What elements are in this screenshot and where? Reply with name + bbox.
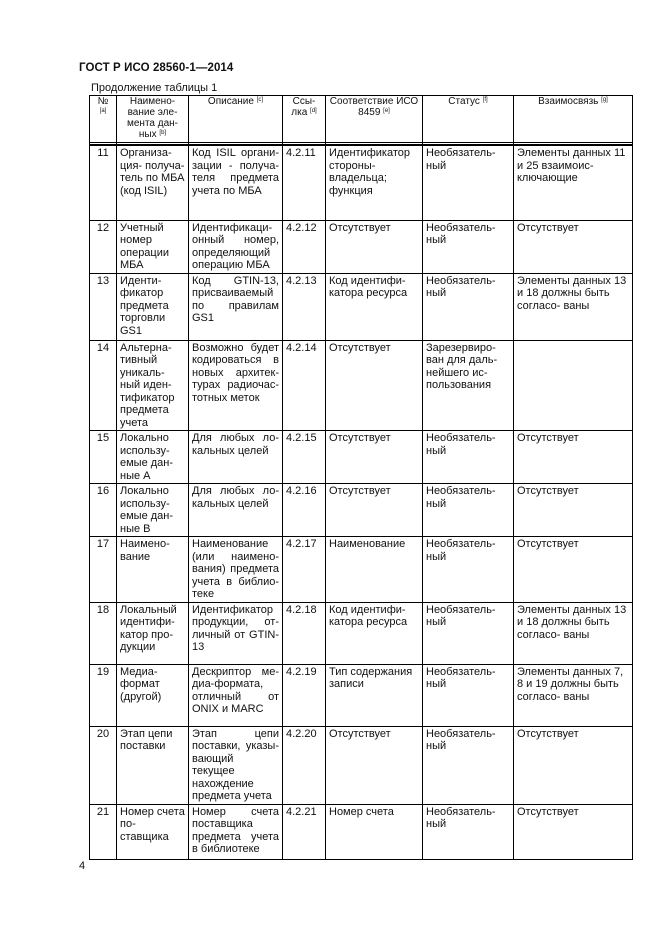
table-row xyxy=(90,602,633,664)
element-reference: 4.2.21 xyxy=(283,804,326,859)
iso-8459-correspondence: Отсутствует xyxy=(326,484,423,537)
element-name: Иденти- фикатор предмета торговли GS1 xyxy=(117,273,189,340)
element-description: Этап цепи поставки, указы- вающий текущее нахождение предмета учета xyxy=(189,726,283,804)
column-header-name: Наимено- вание эле- мента дан- ных [b] xyxy=(117,96,189,143)
element-relationship: Элементы данных 13 и 18 должны быть согласо- ваны xyxy=(514,602,633,664)
table-header-row xyxy=(90,96,633,143)
element-reference: 4.2.15 xyxy=(283,431,326,484)
element-status: Необязатель- ный xyxy=(423,537,514,603)
table-row xyxy=(90,220,633,273)
element-description: Наименование (или наимено- вания) предмета учета в библио- теке xyxy=(189,537,283,603)
iso-8459-correspondence: Идентификатор стороны- владельца; функция xyxy=(326,145,423,220)
table-row xyxy=(90,804,633,859)
element-relationship: Элементы данных 7, 8 и 19 должны быть согласо- ваны xyxy=(514,664,633,726)
column-header-relationship: Взаимосвязь [g] xyxy=(514,96,633,143)
table-row xyxy=(90,484,633,537)
element-reference: 4.2.20 xyxy=(283,726,326,804)
table-row xyxy=(90,431,633,484)
row-number: 17 xyxy=(90,537,117,603)
iso-8459-correspondence: Отсутствует xyxy=(326,726,423,804)
row-number: 16 xyxy=(90,484,117,537)
element-status: Необязатель- ный xyxy=(423,145,514,220)
element-name: Организа- ция- получа- тель по МБА (код ISIL) xyxy=(117,145,189,220)
element-name: Номер счета по- ставщика xyxy=(117,804,189,859)
column-header-iso-8459: Соответствие ИСО 8459 [e] xyxy=(326,96,423,143)
table-caption: Продолжение таблицы 1 xyxy=(91,82,218,94)
element-status: Необязатель- ный xyxy=(423,431,514,484)
element-relationship: Отсутствует xyxy=(514,804,633,859)
element-status: Необязатель- ный xyxy=(423,220,514,273)
element-description: Идентификатор продукции, от- личный от GTIN- 13 xyxy=(189,602,283,664)
element-description: Идентификаци- онный номер, определяющий операцию МБА xyxy=(189,220,283,273)
element-reference: 4.2.17 xyxy=(283,537,326,603)
element-reference: 4.2.19 xyxy=(283,664,326,726)
element-description: Номер счета поставщика предмета учета в библиотеке xyxy=(189,804,283,859)
iso-8459-correspondence: Отсутствует xyxy=(326,220,423,273)
document-header: ГОСТ Р ИСО 28560-1—2014 xyxy=(79,62,234,74)
iso-8459-correspondence: Номер счета xyxy=(326,804,423,859)
table-row xyxy=(90,273,633,340)
element-reference: 4.2.18 xyxy=(283,602,326,664)
element-status: Зарезервиро- ван для даль- нейшего ис- пользования xyxy=(423,340,514,431)
element-relationship: Отсутствует xyxy=(514,726,633,804)
element-name: Медиа- формат (другой) xyxy=(117,664,189,726)
element-status: Необязатель- ный xyxy=(423,273,514,340)
element-description: Дескриптор ме- диа-формата, отличный от ONIX и MARC xyxy=(189,664,283,726)
element-relationship: Элементы данных 13 и 18 должны быть согласо- ваны xyxy=(514,273,633,340)
table-row xyxy=(90,664,633,726)
data-elements-table xyxy=(89,95,633,860)
element-description: Код ISIL органи- зации - получа- теля предмета учета по МБА xyxy=(189,145,283,220)
element-name: Этап цепи поставки xyxy=(117,726,189,804)
element-reference: 4.2.12 xyxy=(283,220,326,273)
table-row xyxy=(90,726,633,804)
table-row xyxy=(90,340,633,431)
iso-8459-correspondence: Наименование xyxy=(326,537,423,603)
element-description: Для любых ло- кальных целей xyxy=(189,484,283,537)
page-number: 4 xyxy=(79,860,86,872)
row-number: 18 xyxy=(90,602,117,664)
element-relationship: Отсутствует xyxy=(514,431,633,484)
element-relationship xyxy=(514,340,633,431)
element-description: Возможно будет кодироваться в новых архитек- турах радиочас- тотных меток xyxy=(189,340,283,431)
element-description: Для любых ло- кальных целей xyxy=(189,431,283,484)
element-status: Необязатель- ный xyxy=(423,726,514,804)
element-name: Учетный номер операции МБА xyxy=(117,220,189,273)
element-reference: 4.2.11 xyxy=(283,145,326,220)
column-header-status: Статус [f] xyxy=(423,96,514,143)
table-row xyxy=(90,537,633,603)
row-number: 12 xyxy=(90,220,117,273)
element-relationship: Отсутствует xyxy=(514,484,633,537)
iso-8459-correspondence: Отсутствует xyxy=(326,340,423,431)
element-status: Необязатель- ный xyxy=(423,664,514,726)
element-reference: 4.2.14 xyxy=(283,340,326,431)
row-number: 15 xyxy=(90,431,117,484)
iso-8459-correspondence: Код идентифи- катора ресурса xyxy=(326,273,423,340)
column-header-description: Описание [c] xyxy=(189,96,283,143)
row-number: 19 xyxy=(90,664,117,726)
row-number: 11 xyxy=(90,145,117,220)
element-status: Необязатель- ный xyxy=(423,602,514,664)
element-status: Необязатель- ный xyxy=(423,804,514,859)
element-relationship: Отсутствует xyxy=(514,220,633,273)
element-name: Наимено- вание xyxy=(117,537,189,603)
iso-8459-correspondence: Отсутствует xyxy=(326,431,423,484)
column-header-no: № [a] xyxy=(90,96,117,143)
element-name: Альтерна- тивный уникаль- ный иден- тификатор предмета учета xyxy=(117,340,189,431)
iso-8459-correspondence: Код идентифи- катора ресурса xyxy=(326,602,423,664)
row-number: 13 xyxy=(90,273,117,340)
element-description: Код GTIN-13, присваиваемый по правилам GS1 xyxy=(189,273,283,340)
table-row xyxy=(90,145,633,220)
element-reference: 4.2.16 xyxy=(283,484,326,537)
element-name: Локальный идентифи- катор про- дукции xyxy=(117,602,189,664)
row-number: 21 xyxy=(90,804,117,859)
row-number: 14 xyxy=(90,340,117,431)
element-relationship: Элементы данных 11 и 25 взаимоис- ключающие xyxy=(514,145,633,220)
column-header-reference: Ссы- лка [d] xyxy=(283,96,326,143)
element-name: Локально использу- емые дан- ные A xyxy=(117,431,189,484)
row-number: 20 xyxy=(90,726,117,804)
element-reference: 4.2.13 xyxy=(283,273,326,340)
element-status: Необязатель- ный xyxy=(423,484,514,537)
element-relationship: Отсутствует xyxy=(514,537,633,603)
element-name: Локально использу- емые дан- ные B xyxy=(117,484,189,537)
iso-8459-correspondence: Тип содержания записи xyxy=(326,664,423,726)
